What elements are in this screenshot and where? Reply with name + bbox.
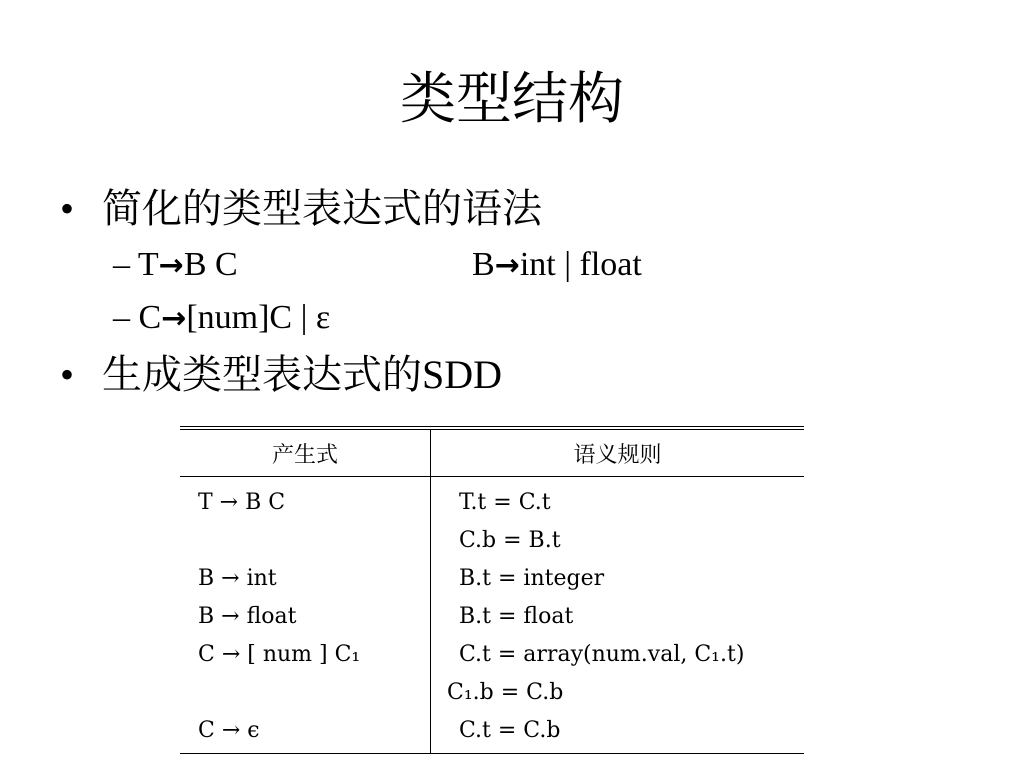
dash: – <box>113 299 130 336</box>
rule-cell: C.t = array(num.val, C₁.t) <box>459 641 745 667</box>
slide-title: 类型结构 <box>400 69 624 131</box>
bullet-grammar <box>60 184 542 234</box>
bullet-text: 简化的类型表达式的语法 <box>102 186 542 231</box>
rhs: int | float <box>519 246 642 283</box>
sdd-table <box>180 426 804 754</box>
arrow-icon: → <box>161 301 187 336</box>
production-cell: C → [ num ] C₁ <box>180 635 431 673</box>
rule-cell: B.t = integer <box>459 565 605 591</box>
grammar-line-2 <box>113 298 330 339</box>
dash: – <box>113 246 130 283</box>
table-header-row <box>180 428 804 477</box>
arrow-icon: → <box>494 248 520 283</box>
production-cell: C → ϵ <box>180 711 431 754</box>
bullet-text: 生成类型表达式的SDD <box>102 352 503 397</box>
table-row <box>180 673 804 711</box>
production-cell: B → float <box>180 597 431 635</box>
table-row <box>180 559 804 597</box>
arrow-icon: → <box>158 248 184 283</box>
grammar-line-1 <box>113 245 238 286</box>
header-semantic-rule: 语义规则 <box>573 442 662 468</box>
table-row <box>180 521 804 559</box>
production-cell <box>180 521 431 559</box>
header-production: 产生式 <box>180 428 431 477</box>
production-cell: T → B C <box>180 477 431 522</box>
bullet-sdd <box>60 350 502 400</box>
table-row <box>180 597 804 635</box>
bullet-marker: • <box>60 186 75 231</box>
table-row <box>180 635 804 673</box>
rule-cell: C₁.b = C.b <box>447 679 564 705</box>
table-row <box>180 711 804 754</box>
rule-cell: C.t = C.b <box>459 717 561 743</box>
table-row <box>180 477 804 522</box>
rhs: [num]C | ε <box>186 299 331 336</box>
production-cell: B → int <box>180 559 431 597</box>
rule-cell: C.b = B.t <box>459 527 561 553</box>
rule-cell: T.t = C.t <box>459 489 551 515</box>
rhs: B C <box>183 246 238 283</box>
lhs: B <box>472 246 495 283</box>
bullet-marker: • <box>60 352 75 397</box>
lhs: T <box>137 246 159 283</box>
grammar-line-1-right <box>472 245 642 286</box>
rule-cell: B.t = float <box>459 603 574 629</box>
production-cell <box>180 673 431 711</box>
lhs: C <box>138 299 162 336</box>
